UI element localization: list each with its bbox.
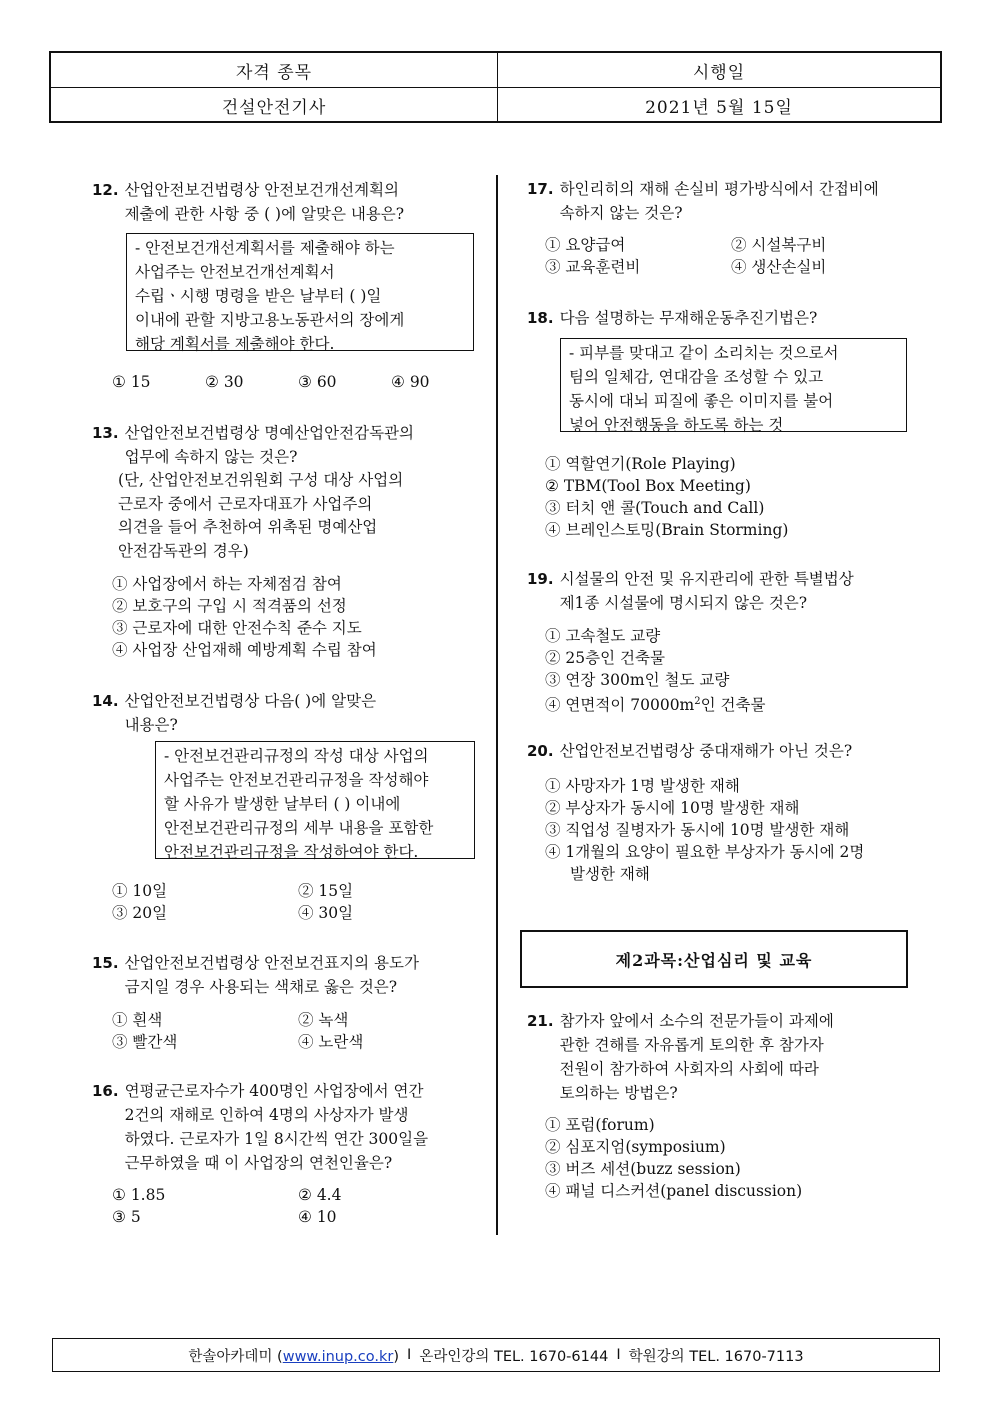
question-17: [527, 177, 937, 225]
option-3[interactable]: ③ 60: [298, 373, 337, 391]
option-1[interactable]: ① 요양급여: [545, 236, 626, 254]
header-value-subject: 건설안전기사: [221, 97, 327, 118]
question-number: 14.: [92, 692, 119, 710]
question-number: 19.: [527, 570, 554, 588]
option-3[interactable]: ③ 버즈 세션(buzz session): [545, 1160, 741, 1178]
footer: [52, 1338, 940, 1372]
question-18-box: - 피부를 맞대고 같이 소리치는 것으로서 팀의 일체감, 연대감을 조성할 수 있고 동시에 대뇌 피질에 좋은 이미지를 불어 넣어 안전행동을 하도록 하는 것: [560, 338, 907, 432]
question-stem: 산업안전보건법령상 안전보건표지의 용도가 금지일 경우 사용되는 색채로 옳은 것은?: [124, 954, 419, 996]
option-4[interactable]: ④ 패널 디스커션(panel discussion): [545, 1182, 803, 1200]
option-1[interactable]: ① 사망자가 1명 발생한 재해: [545, 777, 740, 795]
header-row-values: [51, 87, 940, 122]
option-1[interactable]: ① 포럼(forum): [545, 1116, 655, 1134]
option-2[interactable]: ② 15일: [298, 882, 354, 900]
question-stem: 산업안전보건법령상 중대재해가 아닌 것은?: [559, 742, 853, 760]
question-number: 18.: [527, 309, 554, 327]
option-2[interactable]: ② 30: [205, 373, 244, 391]
question-15: [92, 951, 492, 999]
option-3[interactable]: ③ 근로자에 대한 안전수칙 준수 지도: [112, 619, 362, 637]
question-stem: 산업안전보건법령상 안전보건개선계획의 제출에 관한 사항 중 ( )에 알맞은 내용은?: [124, 181, 405, 223]
option-1[interactable]: ① 10일: [112, 882, 168, 900]
question-14: [92, 689, 492, 737]
option-2[interactable]: ② 25층인 건축물: [545, 649, 665, 667]
question-21: [527, 1009, 937, 1105]
option-2[interactable]: ② 시설복구비: [731, 236, 827, 254]
question-stem: 산업안전보건법령상 명예산업안전감독관의 업무에 속하지 않는 것은?: [124, 424, 414, 466]
option-4-tail: 인 건축물: [700, 696, 766, 715]
option-4[interactable]: ④ 노란색: [298, 1033, 364, 1051]
option-4[interactable]: ④ 30일: [298, 904, 354, 922]
footer-paren: ): [393, 1348, 400, 1365]
option-4[interactable]: ④ 생산손실비: [731, 258, 827, 276]
option-3[interactable]: ③ 터치 앤 콜(Touch and Call): [545, 499, 765, 517]
option-2[interactable]: ② 보호구의 구입 시 적격품의 선정: [112, 597, 347, 615]
option-3[interactable]: ③ 교육훈련비: [545, 258, 641, 276]
question-14-box: - 안전보건관리규정의 작성 대상 사업의 사업주는 안전보건관리규정을 작성해야 할 사유가 발생한 날부터 ( ) 이내에 안전보건관리규정의 세부 내용을 포함한 안전보건관리규정을 작성하여야 한다.: [155, 741, 475, 859]
option-4-text: ④ 연면적이 70000m: [545, 696, 695, 715]
question-number: 17.: [527, 180, 554, 198]
option-2[interactable]: ② 4.4: [298, 1186, 342, 1204]
option-1[interactable]: ① 15: [112, 373, 151, 391]
question-stem: 하인리히의 재해 손실비 평가방식에서 간접비에 속하지 않는 것은?: [559, 180, 879, 222]
option-3[interactable]: ③ 20일: [112, 904, 168, 922]
question-stem: 산업안전보건법령상 다음( )에 알맞은 내용은?: [124, 692, 377, 734]
question-20: [527, 739, 937, 763]
header-row-labels: [51, 53, 940, 87]
header-label-date: 시행일: [497, 53, 940, 87]
question-12-box: - 안전보건개선계획서를 제출해야 하는 사업주는 안전보건개선계획서 수립ㆍ시행 명령을 받은 날부터 ( )일 이내에 관할 지방고용노동관서의 장에게 해당 계획서를 제출해야 한다.: [126, 233, 474, 351]
footer-online-phone: 온라인강의 TEL. 1670-6144: [419, 1348, 609, 1365]
option-1[interactable]: ① 고속철도 교량: [545, 627, 661, 645]
question-12: [92, 178, 492, 226]
option-2[interactable]: ② 녹색: [298, 1011, 349, 1029]
option-2[interactable]: ② TBM(Tool Box Meeting): [545, 477, 751, 495]
superscript: 2: [694, 696, 701, 707]
footer-offline-phone: 학원강의 TEL. 1670-7113: [628, 1348, 804, 1365]
option-2[interactable]: ② 심포지엄(symposium): [545, 1138, 726, 1156]
question-13: [92, 421, 492, 469]
section-title: 제2과목:산업심리 및 교육: [520, 930, 908, 988]
header-label-subject: 자격 종목: [235, 62, 313, 83]
question-16: [92, 1079, 492, 1175]
option-3[interactable]: ③ 연장 300m인 철도 교량: [545, 671, 730, 689]
question-number: 20.: [527, 742, 554, 760]
option-1[interactable]: ① 1.85: [112, 1186, 166, 1204]
footer-academy: [188, 1345, 399, 1366]
footer-website-link[interactable]: www.inup.co.kr: [282, 1348, 394, 1365]
question-number: 15.: [92, 954, 119, 972]
question-19: [527, 567, 937, 615]
option-3[interactable]: ③ 빨간색: [112, 1033, 178, 1051]
question-13-condition: (단, 산업안전보건위원회 구성 대상 사업의 근로자 중에서 근로자대표가 사업주의 의견을 들어 추천하여 위촉된 명예산업 안전감독관의 경우): [118, 471, 404, 560]
question-number: 12.: [92, 181, 119, 199]
question-stem: 연평균근로자수가 400명인 사업장에서 연간 2건의 재해로 인하여 4명의 사상자가 발생 하였다. 근로자가 1일 8시간씩 연간 300일을 근무하였을 때 이 사업장의 연천인율은?: [124, 1082, 429, 1172]
column-divider: [496, 175, 498, 1235]
question-stem: 시설물의 안전 및 유지관리에 관한 특별법상 제1종 시설물에 명시되지 않은 것은?: [559, 570, 854, 612]
option-1[interactable]: ① 흰색: [112, 1011, 163, 1029]
option-3[interactable]: ③ 직업성 질병자가 동시에 10명 발생한 재해: [545, 821, 850, 839]
option-1[interactable]: ① 역할연기(Role Playing): [545, 455, 736, 473]
footer-separator: I: [407, 1347, 412, 1363]
option-4-continuation: 발생한 재해: [570, 865, 650, 883]
footer-academy-name: 한솔아카데미 (: [188, 1348, 283, 1365]
header-value-date: 2021년 5월 15일: [497, 88, 940, 122]
question-18: [527, 306, 937, 330]
option-4[interactable]: [545, 691, 765, 716]
footer-separator: I: [616, 1347, 621, 1363]
question-number: 13.: [92, 424, 119, 442]
question-stem: 참가자 앞에서 소수의 전문가들이 과제에 관한 견해를 자유롭게 토의한 후 참가자 전원이 참가하여 사회자의 사회에 따라 토의하는 방법은?: [559, 1012, 834, 1102]
option-3[interactable]: ③ 5: [112, 1208, 141, 1226]
question-number: 16.: [92, 1082, 119, 1100]
question-stem: 다음 설명하는 무재해운동추진기법은?: [559, 309, 818, 327]
option-4[interactable]: ④ 브레인스토밍(Brain Storming): [545, 521, 789, 539]
option-4[interactable]: ④ 10: [298, 1208, 337, 1226]
option-4[interactable]: ④ 사업장 산업재해 예방계획 수립 참여: [112, 641, 377, 659]
option-4[interactable]: ④ 1개월의 요양이 필요한 부상자가 동시에 2명: [545, 843, 865, 861]
option-2[interactable]: ② 부상자가 동시에 10명 발생한 재해: [545, 799, 800, 817]
header-table: [49, 51, 942, 123]
question-number: 21.: [527, 1012, 554, 1030]
option-1[interactable]: ① 사업장에서 하는 자체점검 참여: [112, 575, 342, 593]
option-4[interactable]: ④ 90: [391, 373, 430, 391]
